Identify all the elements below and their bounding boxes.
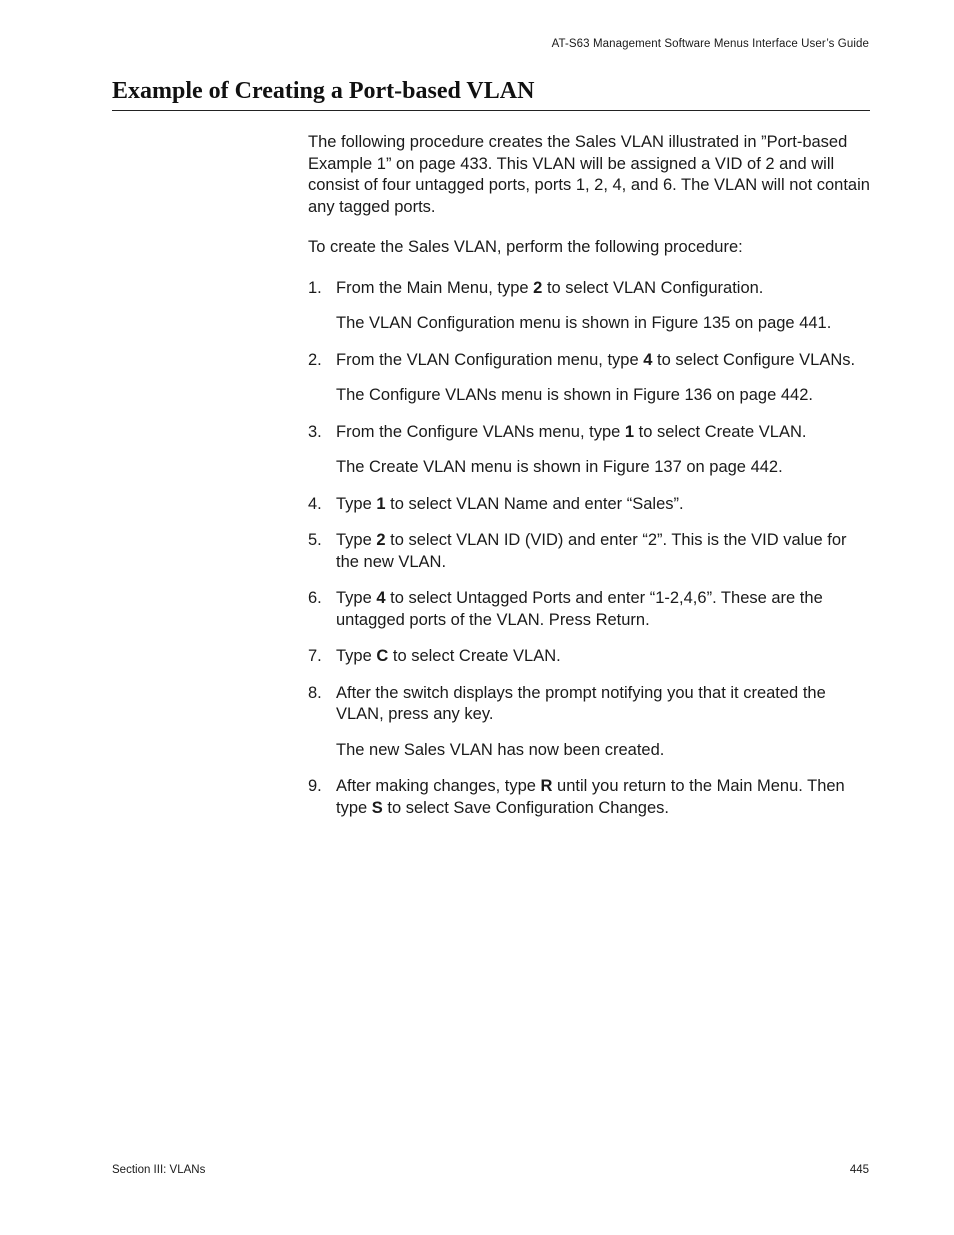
procedure-step — [308, 683, 870, 762]
step-text-run: Type — [336, 531, 377, 549]
step-number: 2. — [308, 350, 322, 369]
key-to-type: S — [371, 798, 383, 817]
procedure-step — [308, 588, 870, 631]
step-note: The Create VLAN menu is shown in Figure 137 on page 442. — [336, 458, 783, 476]
step-note: The Configure VLANs menu is shown in Figure 136 on page 442. — [336, 386, 813, 404]
step-text — [336, 350, 870, 372]
page-number: 445 — [849, 1164, 869, 1176]
step-text — [336, 776, 870, 819]
step-text-run: Type — [336, 647, 377, 665]
step-body — [336, 350, 870, 407]
procedure-steps — [308, 278, 870, 820]
intro-paragraph: The following procedure creates the Sales VLAN illustrated in ”Port-based Example 1” on page 433. This VLAN will be assigned a VID of 2 and will consist of four untagged ports, ports 1, 2, 4, and 6. The VLAN will not contain any tagged ports. — [308, 133, 870, 216]
footer-section: Section III: VLANs — [112, 1164, 206, 1176]
step-text-run: From the VLAN Configuration menu, type — [336, 350, 644, 369]
procedure-lead-in: To create the Sales VLAN, perform the following procedure: — [308, 238, 743, 256]
key-to-type: 2 — [533, 278, 543, 297]
step-text-run: Type — [336, 494, 377, 513]
step-number: 4. — [308, 494, 322, 513]
section-title: Example of Creating a Port-based VLAN — [112, 78, 535, 104]
step-number: 3. — [308, 422, 322, 441]
step-body — [336, 422, 870, 479]
step-note: The new Sales VLAN has now been created. — [336, 740, 665, 759]
procedure-step — [308, 494, 870, 516]
step-number: 8. — [308, 683, 322, 702]
title-divider — [112, 110, 870, 111]
key-to-type: C — [376, 647, 389, 665]
step-text — [336, 278, 870, 300]
step-text-run: From the Main Menu, type — [336, 278, 534, 297]
step-text-run: to select VLAN Name and enter “Sales”. — [385, 494, 684, 513]
key-to-type: 4 — [643, 350, 653, 369]
step-text-run: to select Create VLAN. — [634, 422, 807, 441]
step-note: The VLAN Configuration menu is shown in Figure 135 on page 441. — [336, 314, 832, 332]
step-text — [336, 588, 870, 631]
step-text-run: to select Untagged Ports and enter “1-2,4,6”. These are the untagged ports of the VLAN. Press Return. — [336, 589, 823, 629]
procedure-step — [308, 278, 870, 335]
step-text-run: Type — [336, 589, 377, 607]
procedure-step — [308, 646, 870, 668]
step-text-run: After making changes, type — [336, 777, 541, 795]
step-body — [336, 588, 870, 631]
step-text-run: From the Configure VLANs menu, type — [336, 422, 625, 441]
step-text-run: After the switch displays the prompt notifying you that it created the VLAN, press any key. — [336, 683, 826, 723]
procedure-step — [308, 422, 870, 479]
key-to-type: 1 — [624, 422, 635, 441]
step-text — [336, 422, 870, 444]
step-body — [336, 530, 870, 573]
step-text-run: to select Configure VLANs. — [652, 350, 856, 369]
body-text — [308, 132, 870, 819]
key-to-type: 1 — [376, 494, 386, 513]
step-number: 5. — [308, 531, 322, 549]
procedure-step — [308, 350, 870, 407]
step-number: 6. — [308, 589, 322, 607]
step-text — [336, 683, 870, 726]
step-body — [336, 683, 870, 762]
step-number: 9. — [308, 777, 322, 795]
step-body — [336, 776, 870, 819]
step-text — [336, 494, 870, 516]
step-text-run: until you return to the Main Menu. Then type — [336, 777, 845, 817]
step-text — [336, 646, 870, 668]
running-header: AT-S63 Management Software Menus Interface User’s Guide — [551, 38, 869, 50]
step-number: 1. — [308, 278, 322, 297]
step-number: 7. — [308, 647, 322, 665]
step-body — [336, 646, 870, 668]
key-to-type: R — [540, 777, 553, 795]
step-body — [336, 278, 870, 335]
procedure-step — [308, 530, 870, 573]
key-to-type: 2 — [376, 531, 386, 549]
key-to-type: 4 — [376, 589, 386, 607]
step-body — [336, 494, 870, 516]
step-text-run: to select VLAN ID (VID) and enter “2”. This is the VID value for the new VLAN. — [336, 531, 847, 571]
procedure-step — [308, 776, 870, 819]
step-text-run: to select Save Configuration Changes. — [382, 798, 669, 817]
step-text — [336, 530, 870, 573]
step-text-run: to select VLAN Configuration. — [542, 278, 764, 297]
step-text-run: to select Create VLAN. — [388, 647, 561, 665]
